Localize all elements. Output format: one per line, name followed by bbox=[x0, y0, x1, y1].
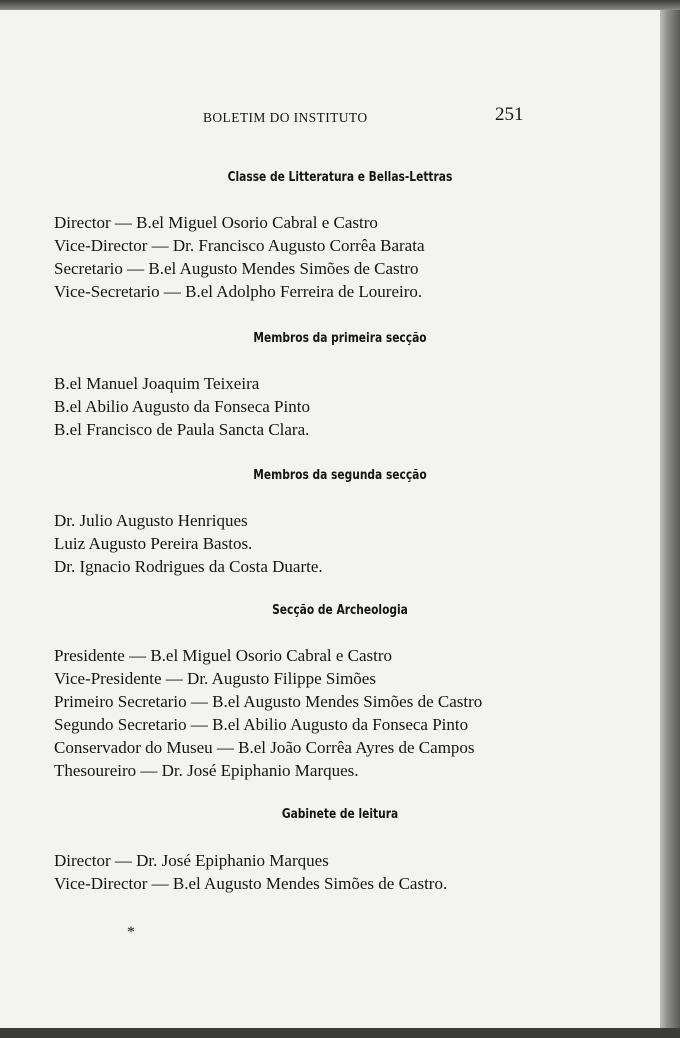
officer-line: Vice-Secretario — B.el Adolpho Ferreira de Loureiro. bbox=[54, 282, 423, 301]
officer-line: Vice-Presidente — Dr. Augusto Filippe Simões bbox=[54, 669, 376, 688]
officer-line: Vice-Director — B.el Augusto Mendes Simões de Castro. bbox=[54, 874, 448, 893]
section-heading-primeira: Membros da primeira secção bbox=[253, 331, 427, 346]
section-heading-litteratura: Classe de Litteratura e Bellas-Lettras bbox=[227, 170, 453, 185]
member-line: Dr. Julio Augusto Henriques bbox=[54, 511, 248, 530]
scan-top-border bbox=[0, 0, 680, 10]
officer-line: Secretario — B.el Augusto Mendes Simões de Castro bbox=[54, 259, 419, 278]
running-title: BOLETIM DO INSTITUTO bbox=[203, 110, 368, 125]
scan-bottom-border bbox=[0, 1028, 680, 1038]
officer-line: Segundo Secretario — B.el Abilio Augusto da Fonseca Pinto bbox=[54, 715, 469, 734]
section-heading-gabinete: Gabinete de leitura bbox=[281, 807, 399, 822]
officer-line: Vice-Director — Dr. Francisco Augusto Corrêa Barata bbox=[54, 236, 425, 255]
page-number: 251 bbox=[495, 104, 524, 125]
officer-line: Primeiro Secretario — B.el Augusto Mendes Simões de Castro bbox=[54, 692, 483, 711]
member-line: B.el Francisco de Paula Sancta Clara. bbox=[54, 420, 310, 439]
member-line: Luiz Augusto Pereira Bastos. bbox=[54, 534, 253, 553]
member-line: B.el Abilio Augusto da Fonseca Pinto bbox=[54, 397, 310, 416]
officer-line: Conservador do Museu — B.el João Corrêa Ayres de Campos bbox=[54, 738, 475, 757]
officer-line: Thesoureiro — Dr. José Epiphanio Marques. bbox=[54, 761, 359, 780]
member-line: B.el Manuel Joaquim Teixeira bbox=[54, 374, 260, 393]
footer-asterisk: * bbox=[127, 924, 135, 941]
officer-line: Director — B.el Miguel Osorio Cabral e Castro bbox=[54, 213, 378, 232]
page-edge bbox=[660, 10, 680, 1028]
officer-line: Presidente — B.el Miguel Osorio Cabral e Castro bbox=[54, 646, 393, 665]
section-heading-segunda: Membros da segunda secção bbox=[253, 468, 427, 483]
member-line: Dr. Ignacio Rodrigues da Costa Duarte. bbox=[54, 557, 323, 576]
section-heading-archeologia: Secção de Archeologia bbox=[272, 603, 408, 618]
officer-line: Director — Dr. José Epiphanio Marques bbox=[54, 851, 329, 870]
